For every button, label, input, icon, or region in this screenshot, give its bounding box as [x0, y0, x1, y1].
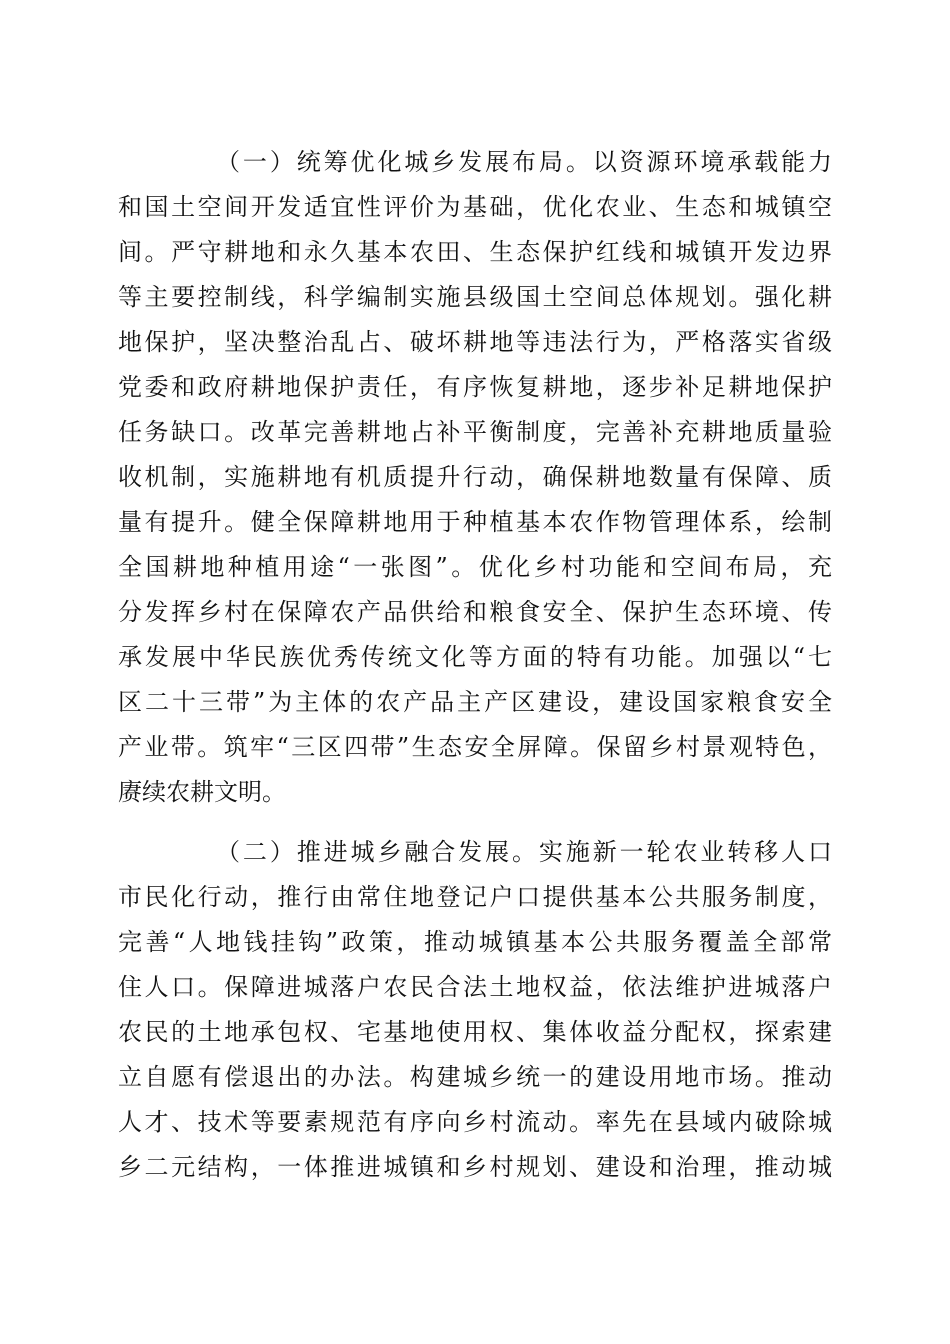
paragraph-1-line-14: 产业带。筑牢“三区四带”生态安全屏障。保留乡村景观特色，: [118, 733, 832, 761]
paragraph-1-line-15: 赓续农耕文明。: [118, 778, 286, 806]
paragraph-2-line-5: 农民的土地承包权、宅基地使用权、集体收益分配权，探索建: [118, 1018, 832, 1046]
paragraph-2-line-7: 人才、技术等要素规范有序向乡村流动。率先在县域内破除城: [118, 1108, 832, 1136]
paragraph-1-line-9: 量有提升。健全保障耕地用于种植基本农作物管理体系，绘制: [118, 508, 832, 536]
paragraph-1-line-5: 地保护，坚决整治乱占、破坏耕地等违法行为，严格落实省级: [118, 328, 832, 356]
paragraph-2-line-3: 完善“人地钱挂钩”政策，推动城镇基本公共服务覆盖全部常: [118, 928, 832, 956]
paragraph-2-line-1: （二）推进城乡融合发展。实施新一轮农业转移人口: [216, 838, 832, 866]
paragraph-1-line-6: 党委和政府耕地保护责任，有序恢复耕地，逐步补足耕地保护: [118, 373, 832, 401]
paragraph-2-line-6: 立自愿有偿退出的办法。构建城乡统一的建设用地市场。推动: [118, 1063, 832, 1091]
paragraph-2-line-2: 市民化行动，推行由常住地登记户口提供基本公共服务制度，: [118, 883, 832, 911]
paragraph-1-line-4: 等主要控制线，科学编制实施县级国土空间总体规划。强化耕: [118, 283, 832, 311]
paragraph-1-line-1: （一）统筹优化城乡发展布局。以资源环境承载能力: [216, 148, 832, 176]
paragraph-1-line-8: 收机制，实施耕地有机质提升行动，确保耕地数量有保障、质: [118, 463, 832, 491]
paragraph-1-line-13: 区二十三带”为主体的农产品主产区建设，建设国家粮食安全: [118, 688, 832, 716]
paragraph-2-line-8: 乡二元结构，一体推进城镇和乡村规划、建设和治理，推动城: [118, 1153, 832, 1181]
paragraph-2-line-4: 住人口。保障进城落户农民合法土地权益，依法维护进城落户: [118, 973, 832, 1001]
paragraph-1-line-7: 任务缺口。改革完善耕地占补平衡制度，完善补充耕地质量验: [118, 418, 832, 446]
paragraph-1-line-3: 间。严守耕地和永久基本农田、生态保护红线和城镇开发边界: [118, 238, 832, 266]
paragraph-1-line-11: 分发挥乡村在保障农产品供给和粮食安全、保护生态环境、传: [118, 598, 832, 626]
paragraph-1-line-2: 和国土空间开发适宜性评价为基础，优化农业、生态和城镇空: [118, 193, 832, 221]
paragraph-1-line-12: 承发展中华民族优秀传统文化等方面的特有功能。加强以“七: [118, 643, 832, 671]
paragraph-1-line-10: 全国耕地种植用途“一张图”。优化乡村功能和空间布局，充: [118, 553, 832, 581]
